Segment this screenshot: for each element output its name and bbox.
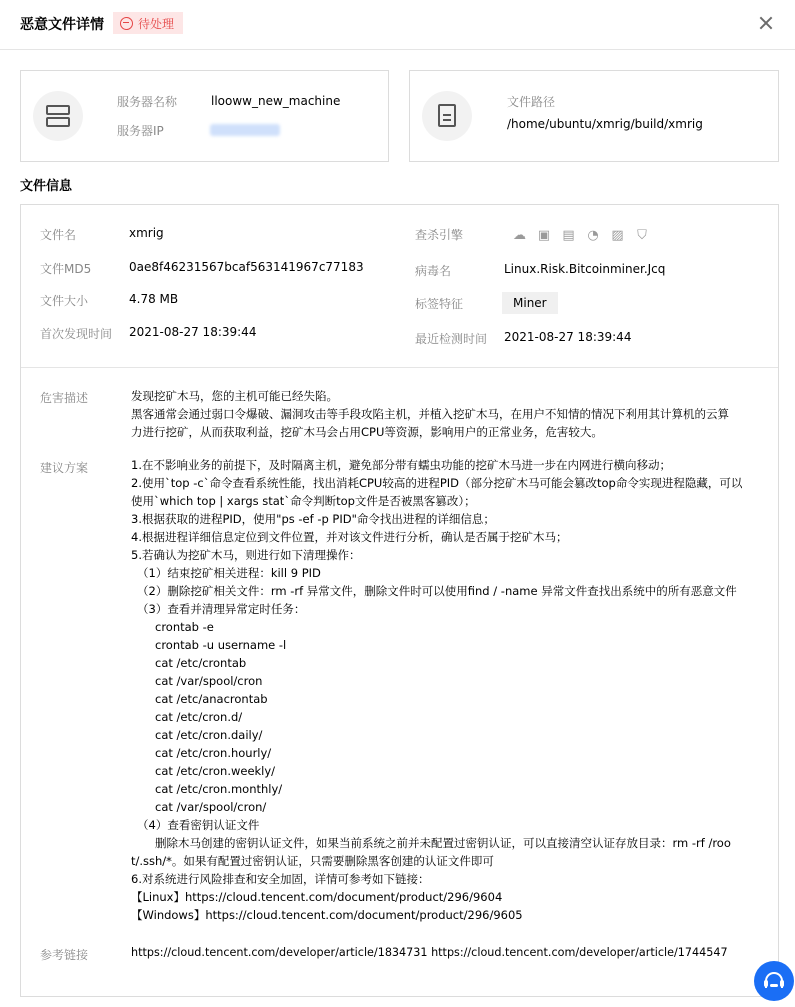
virus-name-value: Linux.Risk.Bitcoinminer.Jcq [504, 262, 666, 276]
advice-link-windows[interactable]: 【Windows】https://cloud.tencent.com/document/product/296/9605 [131, 908, 523, 922]
advice-line: 使用`which top | xargs stat`命令判断top文件是否被黑客篡改）； [131, 494, 476, 508]
file-path-value: /home/ubuntu/xmrig/build/xmrig [507, 117, 703, 131]
file-name-label: 文件名 [40, 228, 77, 242]
advice-line: cat /etc/cron.hourly/ [155, 746, 272, 760]
advice-line: （3）查看并清理异常定时任务： [137, 602, 306, 616]
advice-line: cat /etc/cron.d/ [155, 710, 243, 724]
server-icon: ▤ [562, 228, 575, 243]
advice-line: crontab -u username -l [155, 638, 287, 652]
dialog-title: 恶意文件详情 [20, 17, 104, 33]
server-icon-circle [33, 91, 83, 141]
harm-line: 黑客通常会通过弱口令爆破、漏洞攻击等手段攻陷主机，并植入挖矿木马，在用户不知情的情况下利用其计算机的云算 [131, 407, 729, 421]
advice-line: crontab -e [155, 620, 214, 634]
advice-content [131, 456, 742, 924]
server-icon [46, 105, 70, 127]
file-size-label: 文件大小 [40, 294, 89, 308]
gauge-icon: ◔ [587, 228, 599, 243]
file-icon-circle [422, 91, 472, 141]
engine-label: 查杀引擎 [415, 228, 464, 242]
engine-icons [511, 227, 658, 244]
server-ip-blurred [210, 124, 280, 136]
advice-line: t/.ssh/*。如果有配置过密钥认证，只需要删除黑客创建的认证文件即可 [131, 854, 494, 868]
file-md5-label: 文件MD5 [40, 262, 92, 276]
chip-icon: ▣ [537, 228, 551, 243]
harm-description [131, 387, 729, 441]
dialog-header [0, 0, 795, 50]
advice-line: cat /var/spool/cron [155, 674, 263, 688]
advice-line: （2）删除挖矿相关文件：rm -rf 异常文件，删除文件时可以使用find / -name 异常文件查找出系统中的所有恶意文件 [137, 584, 737, 598]
virus-name-label: 病毒名 [415, 264, 452, 278]
file-path-label: 文件路径 [507, 95, 556, 109]
close-icon[interactable] [756, 13, 776, 33]
server-name-value: llooww_new_machine [211, 94, 341, 108]
divider [21, 367, 778, 368]
file-name-value: xmrig [129, 226, 164, 240]
advice-label: 建议方案 [40, 461, 89, 475]
section-title-file-info: 文件信息 [20, 179, 73, 194]
status-badge [113, 12, 183, 34]
harm-line: 发现挖矿木马，您的主机可能已经失陷。 [131, 389, 338, 403]
advice-line: cat /etc/anacrontab [155, 692, 268, 706]
advice-line: cat /var/spool/cron/ [155, 800, 267, 814]
advice-line: 4.根据进程详细信息定位到文件位置，并对该文件进行分析，确认是否属于挖矿木马； [131, 530, 568, 544]
server-card [20, 70, 389, 162]
advice-line: cat /etc/cron.daily/ [155, 728, 263, 742]
file-size-value: 4.78 MB [129, 292, 179, 306]
harm-line: 力进行挖矿，从而获取利益，挖矿木马会占用CPU等资源，影响用户的正常业务，危害较大。 [131, 425, 603, 439]
advice-line: 6.对系统进行风险排查和安全加固，详情可参考如下链接： [131, 872, 430, 886]
server-name-label: 服务器名称 [117, 95, 178, 109]
reference-link[interactable]: https://cloud.tencent.com/developer/article/1834731 https://cloud.tencent.com/developer/article/1744547 [131, 946, 728, 959]
first-seen-value: 2021-08-27 18:39:44 [129, 325, 257, 339]
harm-label: 危害描述 [40, 391, 89, 405]
advice-line: 3.根据获取的进程PID，使用"ps -ef -p PID"命令找出进程的详细信息； [131, 512, 495, 526]
file-md5-value: 0ae8f46231567bcaf563141967c77183 [129, 260, 364, 274]
advice-link-linux[interactable]: 【Linux】https://cloud.tencent.com/document/product/296/9604 [131, 890, 503, 904]
file-info-panel [20, 204, 779, 997]
tag-label: 标签特征 [415, 297, 464, 311]
minus-circle-icon [120, 17, 133, 30]
last-seen-value: 2021-08-27 18:39:44 [504, 330, 632, 344]
advice-line: 1.在不影响业务的前提下，及时隔离主机，避免部分带有蠕虫功能的挖矿木马进一步在内网进行横向移动； [131, 458, 671, 472]
reference-label: 参考链接 [40, 948, 89, 962]
document-icon [438, 104, 456, 127]
first-seen-label: 首次发现时间 [40, 327, 113, 341]
advice-line: cat /etc/crontab [155, 656, 247, 670]
shield-icon: ⛉ [637, 228, 647, 243]
cloud-icon: ☁ [513, 228, 526, 243]
advice-line: （1）结束挖矿相关进程：kill 9 PID [137, 566, 321, 580]
advice-line: 删除木马创建的密钥认证文件，如果当前系统之前并未配置过密钥认证，可以直接清空认证存放目录：rm -rf /roo [155, 836, 731, 850]
advice-line: cat /etc/cron.monthly/ [155, 782, 283, 796]
server-ip-label: 服务器IP [117, 124, 164, 138]
advice-line: 2.使用`top -c`命令查看系统性能，找出消耗CPU较高的进程PID（部分挖矿木马可能会篡改top命令实现进程隐藏，可以 [131, 476, 743, 490]
advice-line: cat /etc/cron.weekly/ [155, 764, 276, 778]
last-seen-label: 最近检测时间 [415, 332, 488, 346]
image-icon: ▨ [611, 228, 624, 243]
status-badge-label: 待处理 [138, 16, 175, 31]
reference-links[interactable] [131, 944, 728, 962]
customer-service-button[interactable] [754, 961, 794, 1001]
tag-badge: Miner [502, 292, 558, 314]
advice-line: 5.若确认为挖矿木马，则进行如下清理操作： [131, 548, 361, 562]
advice-line: （4）查看密钥认证文件 [137, 818, 260, 832]
file-path-card [409, 70, 779, 162]
